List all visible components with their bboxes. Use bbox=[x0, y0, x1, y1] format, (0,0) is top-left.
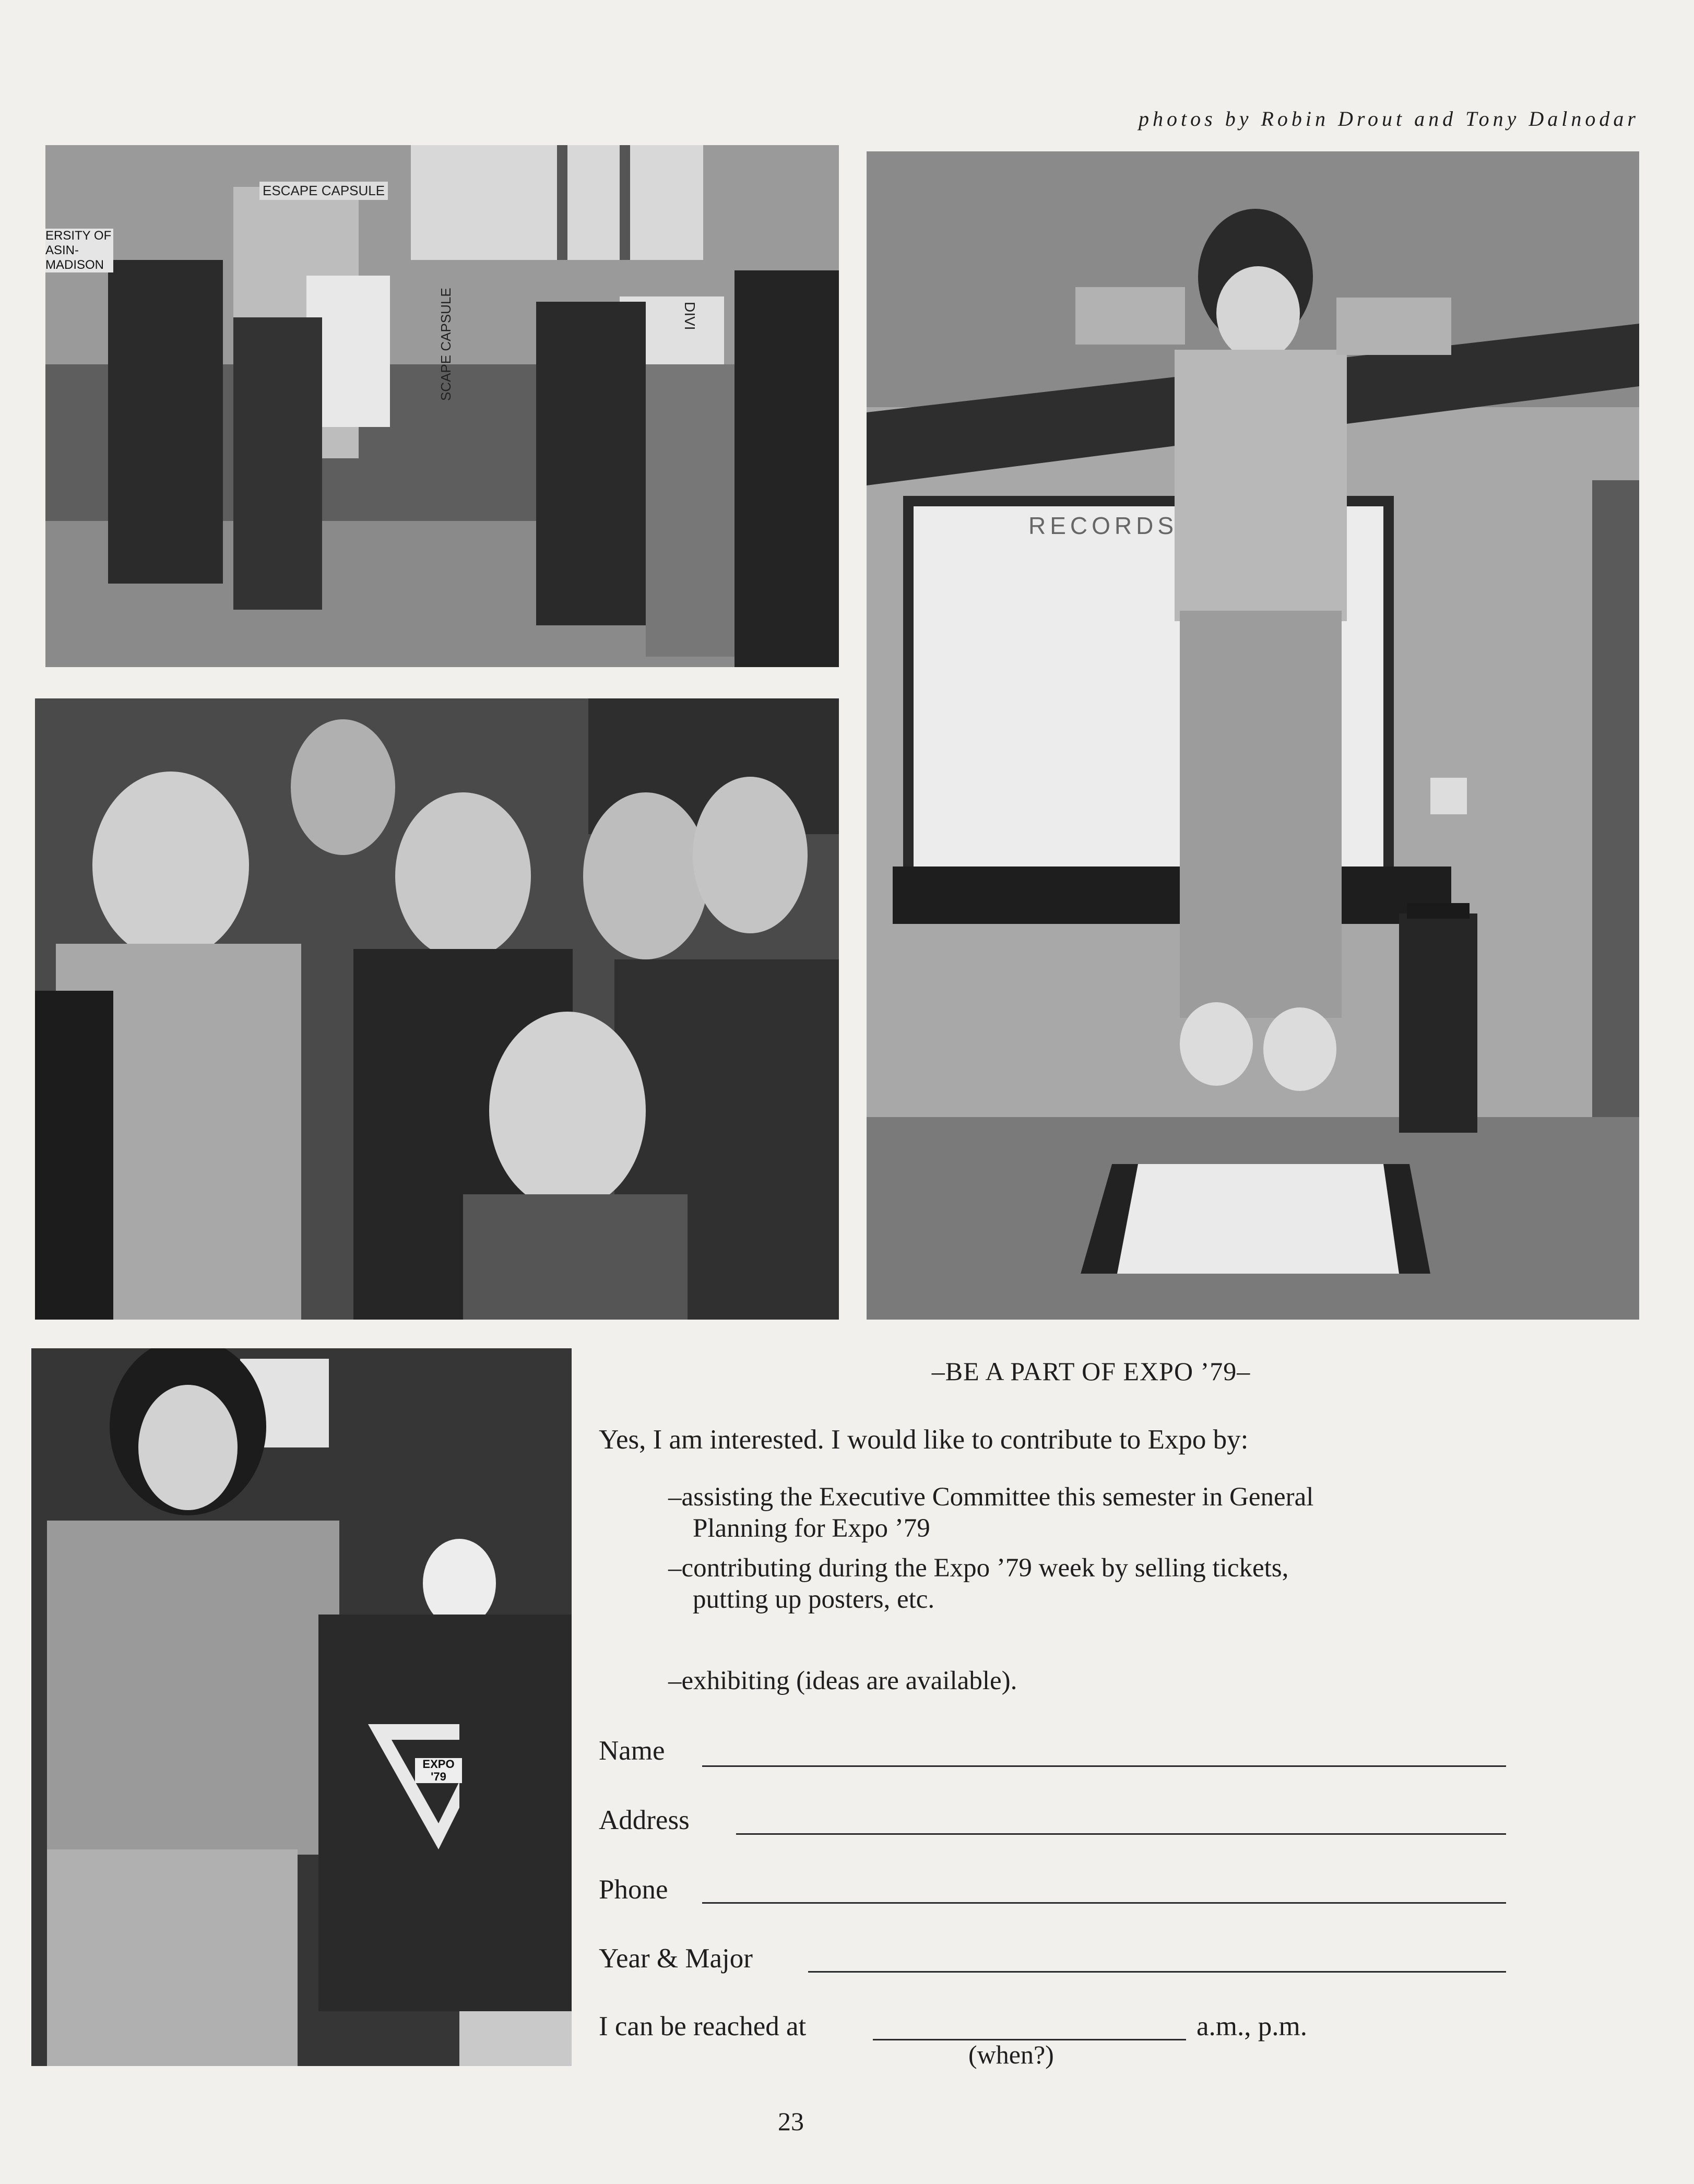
tshirt-logo: EXPO '79 bbox=[415, 1758, 462, 1783]
address-field[interactable] bbox=[736, 1833, 1506, 1835]
option-line: –contributing during the Expo ’79 week by selling tickets, bbox=[668, 1553, 1289, 1583]
photo-high-jump bbox=[867, 151, 1639, 1320]
option-line: –exhibiting (ideas are available). bbox=[668, 1666, 1017, 1695]
photo-exhibit-hall bbox=[45, 145, 839, 667]
address-label: Address bbox=[599, 1805, 690, 1835]
photo-crowd bbox=[35, 698, 839, 1320]
name-label: Name bbox=[599, 1736, 665, 1766]
photo-credit: photos by Robin Drout and Tony Dalnodar bbox=[1139, 107, 1639, 130]
option-exhibiting[interactable] bbox=[668, 1665, 1017, 1696]
sign-university: ERSITY OF ASIN-MADISON bbox=[45, 229, 113, 272]
reach-label: I can be reached at bbox=[599, 2011, 807, 2041]
form-title: –BE A PART OF EXPO ’79– bbox=[931, 1357, 1251, 1386]
option-line-continued: Planning for Expo ’79 bbox=[693, 1514, 930, 1543]
phone-field[interactable] bbox=[702, 1902, 1506, 1904]
page-number: 23 bbox=[778, 2107, 804, 2136]
photo-expo-tshirt bbox=[31, 1348, 572, 2066]
when-label: (when?) bbox=[968, 2040, 1054, 2069]
ampm-label: a.m., p.m. bbox=[1197, 2011, 1307, 2041]
option-line: –assisting the Executive Committee this semester in General bbox=[668, 1482, 1314, 1512]
sign-divi: DIVI bbox=[682, 302, 698, 330]
form-intro: Yes, I am interested. I would like to contribute to Expo by: bbox=[599, 1425, 1249, 1455]
year-major-label: Year & Major bbox=[599, 1943, 753, 1974]
option-line-continued: putting up posters, etc. bbox=[693, 1585, 935, 1614]
year-major-field[interactable] bbox=[808, 1971, 1506, 1973]
option-expo-week[interactable] bbox=[668, 1552, 1288, 1615]
booth-label-vertical: SCAPE CAPSULE bbox=[438, 288, 454, 401]
name-field[interactable] bbox=[702, 1765, 1506, 1767]
phone-label: Phone bbox=[599, 1874, 668, 1905]
option-executive-committee[interactable] bbox=[668, 1481, 1313, 1544]
sign-escape-capsule: ESCAPE CAPSULE bbox=[259, 182, 388, 200]
records-board-label: RECORDS bbox=[1028, 512, 1178, 539]
